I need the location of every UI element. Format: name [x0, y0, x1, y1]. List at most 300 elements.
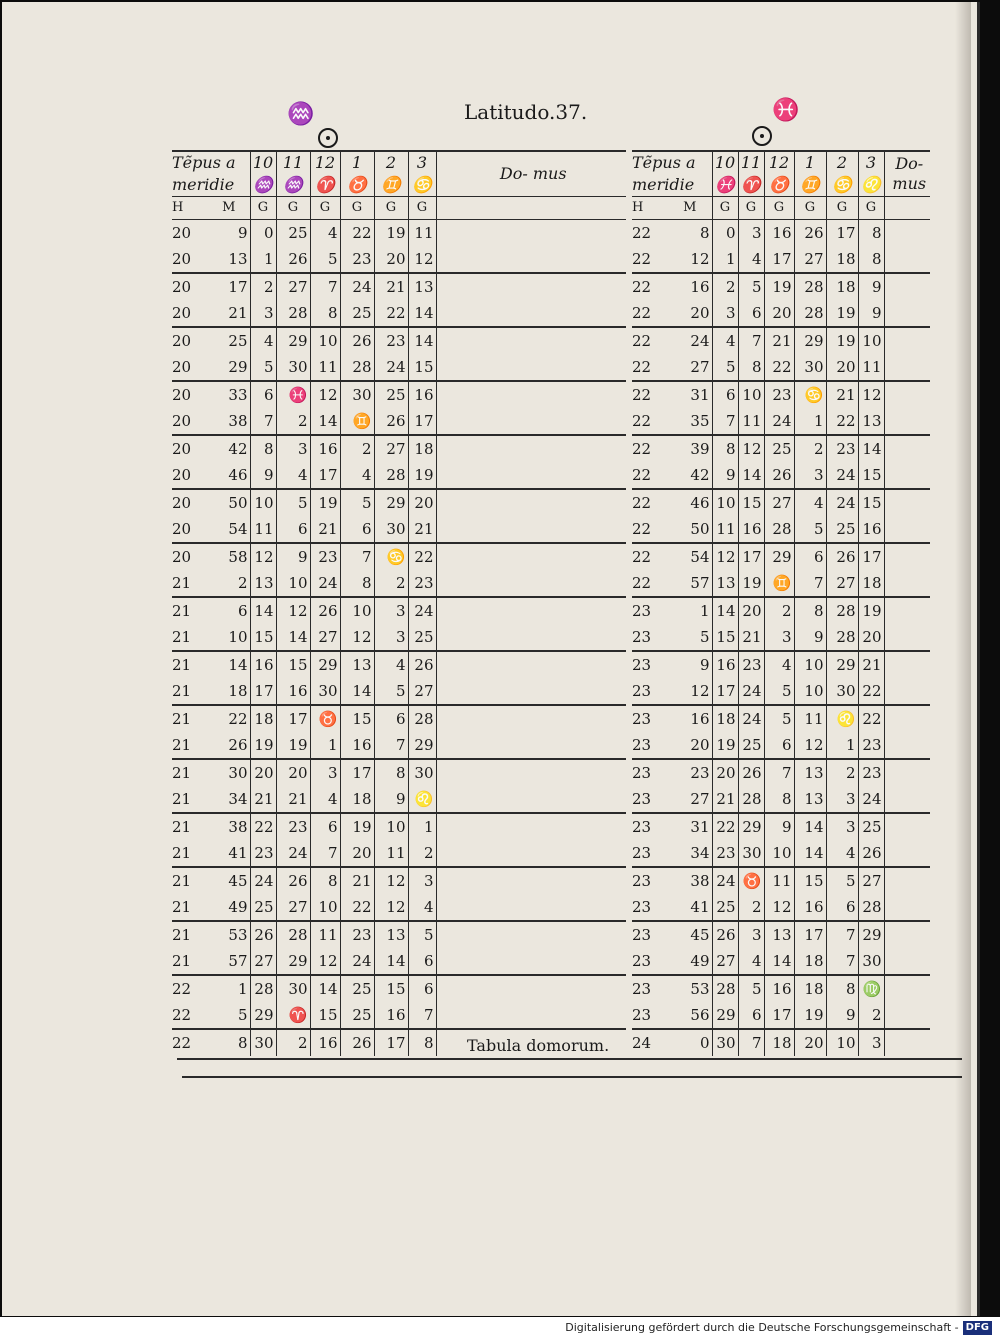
degree-cell: 29	[794, 327, 826, 354]
hour-cell: 23	[632, 705, 668, 732]
domus-empty-cell	[884, 975, 930, 1002]
hour-cell: 20	[172, 489, 208, 516]
degree-cell: ♋	[794, 381, 826, 408]
degree-cell: 9	[764, 813, 794, 840]
degree-cell: 10	[310, 894, 340, 921]
domus-empty-cell	[436, 921, 626, 948]
hour-cell: 23	[632, 844, 652, 862]
degree-cell: 23	[712, 840, 738, 867]
domus-empty-cell	[436, 435, 626, 462]
domus-empty-cell	[436, 975, 626, 1002]
hour-cell: 23	[632, 813, 668, 840]
degree-cell: 24	[408, 597, 436, 624]
house-2-sign: ♊	[374, 174, 408, 196]
degree-cell: 30	[276, 354, 310, 381]
degree-cell: ♉	[310, 705, 340, 732]
degree-cell: 12	[374, 894, 408, 921]
domus-empty-cell	[884, 327, 930, 354]
degree-cell: 9	[276, 543, 310, 570]
unit-cell: M	[208, 197, 250, 220]
left-house-table	[172, 150, 626, 1056]
degree-cell: 24	[764, 408, 794, 435]
table-row	[632, 678, 930, 705]
table-row	[172, 516, 626, 543]
degree-cell: 20	[858, 624, 884, 651]
degree-cell: 6	[408, 948, 436, 975]
unit-cell: G	[374, 197, 408, 220]
hour-cell: 21	[172, 790, 192, 808]
minute-cell: 42	[208, 435, 250, 462]
hour-cell: 23	[632, 682, 652, 700]
table-row	[632, 1029, 930, 1056]
domus-empty-cell	[436, 354, 626, 381]
degree-cell: 27	[276, 273, 310, 300]
degree-cell: 8	[250, 435, 276, 462]
domus-empty-cell	[884, 543, 930, 570]
bottom-rule	[182, 1076, 962, 1078]
house-12-sign: ♈	[310, 174, 340, 196]
degree-cell: 4	[408, 894, 436, 921]
degree-cell: 19	[738, 570, 764, 597]
table-row	[172, 759, 626, 786]
degree-cell: ♌	[826, 705, 858, 732]
degree-cell: 6	[738, 1002, 764, 1029]
degree-cell: 30	[340, 381, 374, 408]
degree-cell: 3	[764, 624, 794, 651]
minute-cell: 27	[690, 790, 710, 808]
domus-empty-cell	[436, 300, 626, 327]
degree-cell: 7	[408, 1002, 436, 1029]
degree-cell: 22	[858, 678, 884, 705]
degree-cell: 9	[858, 300, 884, 327]
minute-cell: 38	[228, 412, 248, 430]
degree-cell: 8	[858, 246, 884, 273]
table-row	[632, 894, 930, 921]
domus-empty-cell	[436, 678, 626, 705]
minute-cell: 20	[690, 304, 710, 322]
degree-cell: 12	[858, 381, 884, 408]
hour-cell: 22	[172, 1029, 208, 1056]
hour-cell: 21	[172, 682, 192, 700]
degree-cell: 7	[826, 921, 858, 948]
table-row	[172, 408, 626, 435]
degree-cell: 29	[712, 1002, 738, 1029]
degree-cell: 14	[764, 948, 794, 975]
degree-cell: 28	[764, 516, 794, 543]
house-3-number: 3	[858, 151, 884, 174]
domus-empty-cell	[436, 624, 626, 651]
hour-cell: 21	[172, 705, 208, 732]
house-10-sign: ♒	[250, 174, 276, 196]
degree-cell: 5	[826, 867, 858, 894]
degree-cell: 24	[250, 867, 276, 894]
degree-cell: 6	[408, 975, 436, 1002]
domus-empty-cell	[436, 197, 626, 220]
degree-cell: 3	[826, 786, 858, 813]
degree-cell: 7	[310, 840, 340, 867]
degree-cell: 28	[826, 597, 858, 624]
degree-cell: 22	[858, 705, 884, 732]
degree-cell: 25	[374, 381, 408, 408]
degree-cell: 3	[712, 300, 738, 327]
hour-cell: 23	[632, 952, 652, 970]
degree-cell: 6	[712, 381, 738, 408]
domus-empty-cell	[884, 705, 930, 732]
minute-cell: 50	[208, 489, 250, 516]
degree-cell: 14	[310, 975, 340, 1002]
degree-cell: 21	[310, 516, 340, 543]
hour-cell: 23	[632, 867, 668, 894]
degree-cell: 10	[250, 489, 276, 516]
minute-cell: 17	[208, 273, 250, 300]
degree-cell: 3	[794, 462, 826, 489]
degree-cell: 27	[276, 894, 310, 921]
degree-cell: 27	[374, 435, 408, 462]
hour-cell: 23	[632, 759, 668, 786]
degree-cell: 14	[712, 597, 738, 624]
degree-cell: 4	[712, 327, 738, 354]
degree-cell: 17	[858, 543, 884, 570]
hour-cell: 22	[172, 1006, 192, 1024]
degree-cell: 16	[712, 651, 738, 678]
degree-cell: 17	[374, 1029, 408, 1056]
table-row	[632, 381, 930, 408]
degree-cell: 18	[794, 948, 826, 975]
degree-cell: 6	[738, 300, 764, 327]
unit-cell: G	[858, 197, 884, 220]
degree-cell: 18	[858, 570, 884, 597]
minute-cell: 57	[228, 952, 248, 970]
degree-cell: 8	[310, 300, 340, 327]
degree-cell: 6	[764, 732, 794, 759]
degree-cell: 3	[826, 813, 858, 840]
domus-empty-cell	[884, 651, 930, 678]
hour-cell: 22	[632, 543, 668, 570]
degree-cell: 26	[826, 543, 858, 570]
degree-cell: 27	[764, 489, 794, 516]
minute-cell: 2	[237, 574, 248, 592]
degree-cell: 24	[826, 462, 858, 489]
domus-empty-cell	[436, 570, 626, 597]
degree-cell: 22	[764, 354, 794, 381]
hour-cell: 23	[632, 1006, 652, 1024]
degree-cell: 11	[764, 867, 794, 894]
hour-cell: 21	[172, 574, 192, 592]
minute-cell: 41	[690, 898, 710, 916]
table-row	[172, 705, 626, 732]
hour-cell: 21	[172, 759, 208, 786]
minute-cell: 53	[208, 921, 250, 948]
table-row	[632, 786, 930, 813]
table-row	[632, 840, 930, 867]
degree-cell: 29	[826, 651, 858, 678]
degree-cell: 25	[340, 1002, 374, 1029]
degree-cell: 28	[858, 894, 884, 921]
degree-cell: 17	[764, 1002, 794, 1029]
minute-cell: 49	[228, 898, 248, 916]
degree-cell: 8	[738, 354, 764, 381]
degree-cell: 8	[408, 1029, 436, 1056]
hour-cell: 22	[632, 466, 652, 484]
degree-cell: 23	[374, 327, 408, 354]
degree-cell: 7	[738, 327, 764, 354]
degree-cell: 21	[276, 786, 310, 813]
hour-cell: 23	[632, 790, 652, 808]
unit-cell: G	[826, 197, 858, 220]
degree-cell: ♊	[340, 408, 374, 435]
degree-cell: 19	[858, 597, 884, 624]
degree-cell: 3	[858, 1029, 884, 1056]
footer-text: Digitalisierung gefördert durch die Deutsche Forschungsgemeinschaft -	[565, 1321, 959, 1334]
degree-cell: 26	[374, 408, 408, 435]
degree-cell: 5	[408, 921, 436, 948]
domus-empty-cell	[884, 624, 930, 651]
minute-cell: 21	[228, 304, 248, 322]
degree-cell: 29	[408, 732, 436, 759]
hour-cell: 22	[172, 975, 208, 1002]
degree-cell: 23	[276, 813, 310, 840]
degree-cell: 11	[310, 921, 340, 948]
degree-cell: 29	[276, 327, 310, 354]
domus-empty-cell	[884, 921, 930, 948]
degree-cell: 7	[374, 732, 408, 759]
degree-cell: 5	[340, 489, 374, 516]
domus-empty-cell	[884, 435, 930, 462]
degree-cell: 1	[250, 246, 276, 273]
degree-cell: 2	[738, 894, 764, 921]
degree-cell: 14	[276, 624, 310, 651]
degree-cell: 4	[764, 651, 794, 678]
sun-icon	[752, 126, 772, 146]
domus-empty-cell	[884, 570, 930, 597]
minute-cell: 16	[668, 705, 712, 732]
domus-empty-cell	[436, 408, 626, 435]
domus-header: Do- mus	[436, 151, 626, 197]
degree-cell: 5	[310, 246, 340, 273]
degree-cell: 16	[858, 516, 884, 543]
hour-cell: 22	[632, 273, 668, 300]
degree-cell: 25	[738, 732, 764, 759]
hour-cell: 20	[172, 381, 208, 408]
degree-cell: 2	[374, 570, 408, 597]
degree-cell: 16	[310, 435, 340, 462]
degree-cell: 14	[794, 840, 826, 867]
unit-cell: H	[172, 197, 208, 220]
domus-empty-cell	[884, 300, 930, 327]
degree-cell: 23	[738, 651, 764, 678]
hour-cell: 21	[172, 651, 208, 678]
degree-cell: 20	[712, 759, 738, 786]
degree-cell: 28	[826, 624, 858, 651]
degree-cell: 9	[794, 624, 826, 651]
degree-cell: 21	[764, 327, 794, 354]
degree-cell: 18	[826, 246, 858, 273]
degree-cell: 21	[408, 516, 436, 543]
degree-cell: 5	[250, 354, 276, 381]
hour-cell: 20	[172, 250, 192, 268]
table-row	[632, 975, 930, 1002]
degree-cell: 18	[826, 273, 858, 300]
minute-cell: 54	[668, 543, 712, 570]
degree-cell: 12	[794, 732, 826, 759]
house-1-sign: ♊	[794, 174, 826, 196]
degree-cell: 30	[250, 1029, 276, 1056]
degree-cell: 11	[712, 516, 738, 543]
degree-cell: 11	[858, 354, 884, 381]
hour-cell: 22	[632, 520, 652, 538]
domus-empty-cell	[436, 705, 626, 732]
tempus-header: Tẽpus a meridie	[172, 151, 250, 197]
degree-cell: 20	[276, 759, 310, 786]
sun-icon	[318, 128, 338, 148]
degree-cell: 14	[250, 597, 276, 624]
house-12-number: 12	[764, 151, 794, 174]
degree-cell: 9	[858, 273, 884, 300]
degree-cell: 5	[764, 678, 794, 705]
degree-cell: 21	[826, 381, 858, 408]
house-1-number: 1	[340, 151, 374, 174]
table-row	[172, 975, 626, 1002]
domus-empty-cell	[884, 948, 930, 975]
degree-cell: 2	[712, 273, 738, 300]
house-2-number: 2	[374, 151, 408, 174]
hour-cell: 22	[632, 304, 652, 322]
table-row	[632, 1002, 930, 1029]
minute-cell: 5	[699, 628, 710, 646]
table-row	[172, 220, 626, 247]
digitization-footer	[0, 1317, 1000, 1339]
domus-empty-cell	[884, 516, 930, 543]
table-row	[172, 624, 626, 651]
degree-cell: 27	[826, 570, 858, 597]
degree-cell: 23	[310, 543, 340, 570]
minute-cell: 46	[228, 466, 248, 484]
hour-cell: 20	[172, 327, 208, 354]
degree-cell: 12	[738, 435, 764, 462]
units-row	[632, 197, 930, 220]
domus-empty-cell	[884, 462, 930, 489]
domus-empty-cell	[884, 678, 930, 705]
domus-empty-cell	[884, 894, 930, 921]
hour-cell: 20	[172, 520, 192, 538]
house-10-sign: ♓	[712, 174, 738, 196]
hour-cell: 22	[632, 574, 652, 592]
degree-cell: ♉	[738, 867, 764, 894]
degree-cell: 11	[408, 220, 436, 247]
table-row	[632, 948, 930, 975]
hour-cell: 21	[172, 628, 192, 646]
degree-cell: ♍	[858, 975, 884, 1002]
degree-cell: 23	[408, 570, 436, 597]
minute-cell: 22	[208, 705, 250, 732]
degree-cell: ♊	[764, 570, 794, 597]
unit-cell: G	[340, 197, 374, 220]
hour-cell: 21	[172, 844, 192, 862]
degree-cell: 3	[408, 867, 436, 894]
degree-cell: 1	[826, 732, 858, 759]
degree-cell: 13	[374, 921, 408, 948]
minute-cell: 10	[228, 628, 248, 646]
degree-cell: 5	[276, 489, 310, 516]
degree-cell: 28	[712, 975, 738, 1002]
table-row	[172, 354, 626, 381]
degree-cell: 24	[738, 705, 764, 732]
domus-empty-cell	[884, 840, 930, 867]
domus-empty-cell	[884, 408, 930, 435]
degree-cell: 27	[794, 246, 826, 273]
house-3-number: 3	[408, 151, 436, 174]
degree-cell: 1	[712, 246, 738, 273]
domus-empty-cell	[884, 489, 930, 516]
degree-cell: 25	[340, 300, 374, 327]
minute-cell: 25	[208, 327, 250, 354]
tempus-header: Tẽpus a meridie	[632, 151, 712, 197]
domus-empty-cell	[436, 948, 626, 975]
degree-cell: 14	[408, 327, 436, 354]
table-row	[632, 220, 930, 247]
table-row	[172, 840, 626, 867]
house-10-number: 10	[712, 151, 738, 174]
degree-cell: 16	[374, 1002, 408, 1029]
degree-cell: 18	[250, 705, 276, 732]
degree-cell: 9	[712, 462, 738, 489]
table-row	[632, 867, 930, 894]
degree-cell: 6	[340, 516, 374, 543]
degree-cell: 5	[374, 678, 408, 705]
degree-cell: ♓	[276, 381, 310, 408]
pisces-sign-header: ♓	[772, 98, 800, 123]
house-3-sign: ♋	[408, 174, 436, 196]
domus-empty-cell	[884, 759, 930, 786]
degree-cell: 15	[374, 975, 408, 1002]
degree-cell: 7	[712, 408, 738, 435]
degree-cell: 9	[374, 786, 408, 813]
minute-cell: 18	[228, 682, 248, 700]
degree-cell: 5	[794, 516, 826, 543]
minute-cell: 9	[668, 651, 712, 678]
degree-cell: 7	[794, 570, 826, 597]
degree-cell: 25	[250, 894, 276, 921]
domus-empty-cell	[884, 273, 930, 300]
degree-cell: 14	[310, 408, 340, 435]
unit-cell: G	[764, 197, 794, 220]
degree-cell: 25	[712, 894, 738, 921]
degree-cell: 30	[374, 516, 408, 543]
minute-cell: 13	[228, 250, 248, 268]
minute-cell: 16	[668, 273, 712, 300]
table-row	[172, 732, 626, 759]
minute-cell: 8	[699, 224, 710, 242]
degree-cell: 12	[276, 597, 310, 624]
degree-cell: 25	[764, 435, 794, 462]
degree-cell: 30	[738, 840, 764, 867]
degree-cell: 17	[310, 462, 340, 489]
minute-cell: 24	[668, 327, 712, 354]
house-2-number: 2	[826, 151, 858, 174]
minute-cell: 45	[208, 867, 250, 894]
hour-cell: 21	[172, 597, 208, 624]
minute-cell: 49	[690, 952, 710, 970]
header-row-numbers	[632, 151, 930, 174]
degree-cell: 23	[250, 840, 276, 867]
table-row	[172, 246, 626, 273]
degree-cell: 7	[826, 948, 858, 975]
table-row	[172, 867, 626, 894]
degree-cell: 21	[374, 273, 408, 300]
table-row	[172, 786, 626, 813]
degree-cell: 26	[408, 651, 436, 678]
domus-empty-cell	[436, 867, 626, 894]
